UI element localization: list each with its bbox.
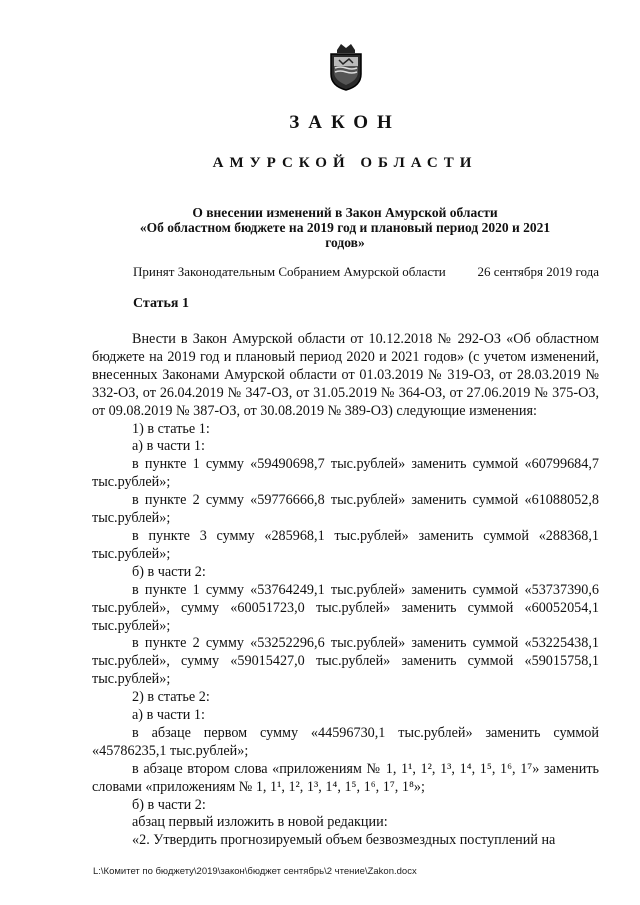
paragraph: 2) в статье 2: [132,689,210,706]
coat-of-arms-icon [325,42,367,92]
heading-line: «Об областном бюджете на 2019 год и плановый период 2020 и 2021 [139,220,551,235]
law-heading [110,205,580,250]
paragraph: в пункте 2 сумму «53252296,6 тыс.рублей» заменить суммой «53225438,1 тыс.рублей», сумму «59015427,0 тыс.рублей» заменить суммой «59015758,1 тыс.рублей»; [92,635,599,688]
paragraph: а) в части 1: [132,438,205,455]
adoption-line [133,264,599,280]
paragraph: абзац первый изложить в новой редакции: [132,814,388,831]
paragraph: в пункте 3 сумму «285968,1 тыс.рублей» заменить суммой «288368,1 тыс.рублей»; [92,527,599,562]
paragraph: «2. Утвердить прогнозируемый объем безвозмездных поступлений на [132,832,556,849]
paragraph: а) в части 1: [132,707,205,724]
paragraph: 1) в статье 1: [132,420,210,437]
article-body [92,331,599,850]
paragraph: в пункте 2 сумму «59776666,8 тыс.рублей» заменить суммой «61088052,8 тыс.рублей»; [92,492,599,527]
document-subtitle: АМУРСКОЙ ОБЛАСТИ [212,155,478,171]
paragraph: б) в части 2: [132,796,206,813]
adopted-date: 26 сентября 2019 года [477,264,599,279]
article-title: Статья 1 [133,296,189,311]
heading-line: годов» [325,235,365,250]
adopted-by: Принят Законодательным Собранием Амурской области [133,264,446,279]
paragraph: б) в части 2: [132,563,206,580]
file-path-footer: L:\Комитет по бюджету\2019\закон\бюджет сентябрь\2 чтение\Zakon.docx [93,866,417,877]
paragraph: в абзаце первом сумму «44596730,1 тыс.рублей» заменить суммой «45786235,1 тыс.рублей»; [92,724,599,759]
document-title: ЗАКОН [289,112,401,133]
paragraph: Внести в Закон Амурской области от 10.12.2018 № 292-ОЗ «Об областном бюджете на 2019 год и плановый период 2020 и 2021 годов» (с учетом изменений, внесенных Законами Амурской области от 01.03.2019 № 319-ОЗ, от 28.03.2019 № 332-ОЗ, от 26.04.2019 № 347-ОЗ, от 31.05.2019 № 364-ОЗ, от 27.06.2019 № 375-ОЗ, от 09.08.2019 № 387-ОЗ, от 30.08.2019 № 389-ОЗ) следующие изменения: [92,331,599,419]
heading-line: О внесении изменений в Закон Амурской области [192,205,498,220]
paragraph: в пункте 1 сумму «53764249,1 тыс.рублей» заменить суммой «53737390,6 тыс.рублей», сумму «60051723,0 тыс.рублей» заменить суммой «60052054,1 тыс.рублей»; [92,581,599,634]
paragraph: в абзаце втором слова «приложениям № 1, 1¹, 1², 1³, 1⁴, 1⁵, 1⁶, 1⁷» заменить словами «приложениям № 1, 1¹, 1², 1³, 1⁴, 1⁵, 1⁶, 1⁷, 1⁸»; [92,760,599,795]
paragraph: в пункте 1 сумму «59490698,7 тыс.рублей» заменить суммой «60799684,7 тыс.рублей»; [92,456,599,491]
